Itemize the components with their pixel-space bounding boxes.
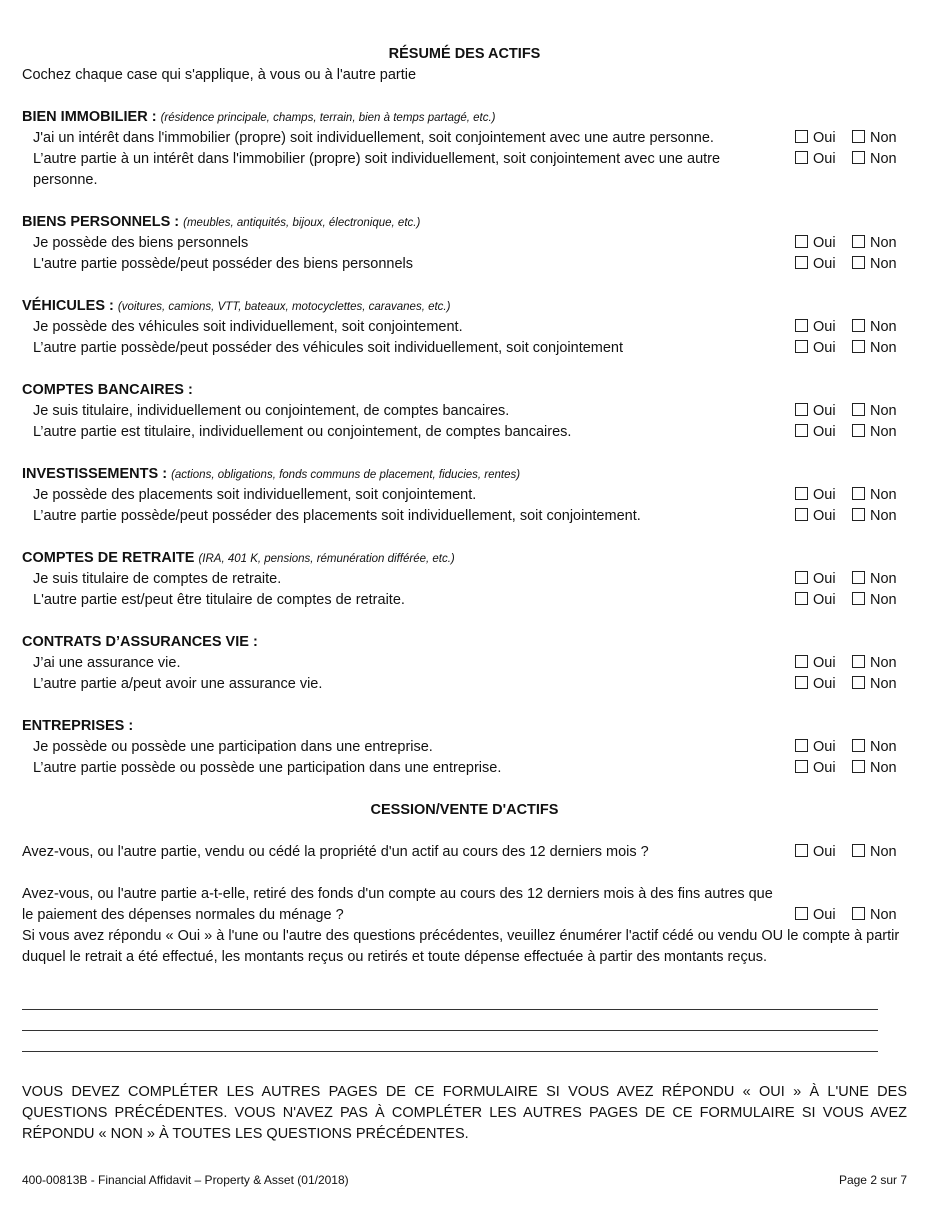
non-checkbox[interactable]: Non [852,590,897,611]
page-title: RÉSUMÉ DES ACTIFS [388,46,541,62]
non-checkbox[interactable]: Non [852,233,897,254]
non-checkbox[interactable]: Non [852,737,897,758]
question-text: Je suis titulaire, individuellement ou conjointement, de comptes bancaires. [33,403,510,419]
question-text: L'autre partie possède/peut posséder des biens personnels [33,256,414,272]
oui-checkbox[interactable]: Oui [795,485,836,506]
yes-no-choices [795,317,907,338]
section-heading [22,632,907,653]
oui-checkbox[interactable]: Oui [795,674,836,695]
question-row [22,737,907,758]
answer-lines [22,989,878,1052]
cession-question-2-text: Avez-vous, ou l'autre partie a-t-elle, retiré des fonds d'un compte au cours des 12 derniers mois à des fins autres que le paiement des dépenses normales du ménage ? [22,886,773,923]
cession-title: CESSION/VENTE D'ACTIFS [370,802,559,818]
question-text: Je possède ou possède une participation dans une entreprise. [33,739,433,755]
cession-q1-non-checkbox[interactable]: Non [852,842,897,863]
question-text: J'ai un intérêt dans l'immobilier (propre) soit individuellement, soit conjointement avec une autre personne. [33,130,714,146]
asset-section [22,548,907,611]
checkbox-icon [852,760,865,773]
yes-no-choices [795,401,907,422]
checkbox-icon [795,256,808,269]
asset-section [22,716,907,779]
instruction-text: Cochez chaque case qui s'applique, à vous ou à l'autre partie [22,67,417,83]
oui-checkbox[interactable]: Oui [795,653,836,674]
checkbox-icon [852,424,865,437]
checkbox-icon [795,739,808,752]
page-footer [22,1170,907,1191]
checkbox-icon [795,676,808,689]
cession-question-1-text: Avez-vous, ou l'autre partie, vendu ou cédé la propriété d'un actif au cours des 12 derniers mois ? [22,844,649,860]
page-number: Page 2 sur 7 [838,1173,907,1187]
checkbox-icon [795,844,808,857]
checkbox-icon [795,319,808,332]
non-checkbox[interactable]: Non [852,254,897,275]
yes-no-choices [795,653,907,674]
question-row [22,758,907,779]
oui-checkbox[interactable]: Oui [795,422,836,443]
yes-no-choices [795,674,907,695]
checkbox-icon [795,571,808,584]
question-row [22,401,907,422]
yes-no-choices [795,590,907,611]
question-text: Je possède des véhicules soit individuellement, soit conjointement. [33,319,463,335]
section-title: VÉHICULES : [22,298,114,314]
non-checkbox[interactable]: Non [852,569,897,590]
section-heading [22,296,907,317]
checkbox-icon [852,340,865,353]
question-text: J’ai une assurance vie. [33,655,181,671]
question-text: L'autre partie est/peut être titulaire de comptes de retraite. [33,592,405,608]
oui-checkbox[interactable]: Oui [795,737,836,758]
question-text: L’autre partie à un intérêt dans l'immobilier (propre) soit individuellement, soit conjointement avec une autre personne. [33,151,721,188]
non-checkbox[interactable]: Non [852,506,897,527]
section-heading [22,716,907,737]
yes-no-choices [795,128,907,149]
non-checkbox[interactable]: Non [852,758,897,779]
cession-question-1 [22,842,907,863]
section-heading [22,380,907,401]
checkbox-icon [852,508,865,521]
yes-no-choices [795,233,907,254]
question-row [22,128,907,149]
form-id: 400-00813B - Financial Affidavit – Property & Asset (01/2018) [22,1173,349,1187]
question-text: Je suis titulaire de comptes de retraite. [33,571,282,587]
question-row [22,485,907,506]
completion-warning: VOUS DEVEZ COMPLÉTER LES AUTRES PAGES DE CE FORMULAIRE SI VOUS AVEZ RÉPONDU « OUI » À L'UNE DES QUESTIONS PRÉCÉDENTES. VOUS N'AVEZ PAS À COMPLÉTER LES AUTRES PAGES DE CE FORMULAIRE SI VOUS AVEZ RÉPONDU « NON » À TOUTES LES QUESTIONS PRÉCÉDENTES. [22,1084,907,1142]
oui-checkbox[interactable]: Oui [795,338,836,359]
question-row [22,569,907,590]
checkbox-icon [852,130,865,143]
yes-no-choices [795,338,907,359]
checkbox-icon [852,676,865,689]
cession-q2-non-checkbox[interactable]: Non [852,905,897,926]
checkbox-icon [795,907,808,920]
checkbox-icon [795,487,808,500]
oui-checkbox[interactable]: Oui [795,590,836,611]
cession-q1-oui-checkbox[interactable]: Oui [795,842,836,863]
question-row [22,233,907,254]
yes-no-choices [795,254,907,275]
answer-line-1[interactable] [22,989,878,1010]
asset-section [22,464,907,527]
checkbox-icon [795,424,808,437]
section-heading [22,212,907,233]
non-checkbox[interactable]: Non [852,149,897,170]
section-title: BIENS PERSONNELS : [22,214,180,230]
question-row [22,254,907,275]
oui-checkbox[interactable]: Oui [795,317,836,338]
non-checkbox[interactable]: Non [852,401,897,422]
oui-checkbox[interactable]: Oui [795,233,836,254]
question-text: Je possède des placements soit individuellement, soit conjointement. [33,487,477,503]
non-checkbox[interactable]: Non [852,485,897,506]
asset-section [22,296,907,359]
oui-checkbox[interactable]: Oui [795,506,836,527]
answer-line-2[interactable] [22,1010,878,1031]
question-text: L’autre partie a/peut avoir une assurance vie. [33,676,323,692]
section-note: (meubles, antiquités, bijoux, électronique, etc.) [183,217,421,229]
section-note: (IRA, 401 K, pensions, rémunération différée, etc.) [198,553,455,565]
checkbox-icon [795,235,808,248]
question-row [22,653,907,674]
checkbox-icon [795,760,808,773]
checkbox-icon [852,151,865,164]
section-heading [22,464,907,485]
yes-no-choices [795,485,907,506]
section-title: ENTREPRISES : [22,718,134,734]
checkbox-icon [852,655,865,668]
non-checkbox[interactable]: Non [852,338,897,359]
yes-no-choices [795,569,907,590]
section-title: BIEN IMMOBILIER : [22,109,157,125]
checkbox-icon [852,571,865,584]
question-row [22,506,907,527]
oui-checkbox[interactable]: Oui [795,254,836,275]
cession-q2-oui-checkbox[interactable]: Oui [795,905,836,926]
section-note: (actions, obligations, fonds communs de placement, fiducies, rentes) [171,469,521,481]
section-heading [22,548,907,569]
checkbox-icon [852,592,865,605]
answer-line-3[interactable] [22,1031,878,1052]
question-text: L’autre partie possède/peut posséder des véhicules soit individuellement, soit conjointement [33,340,624,356]
question-row [22,590,907,611]
section-title: CONTRATS D’ASSURANCES VIE : [22,634,258,650]
checkbox-icon [795,130,808,143]
checkbox-icon [795,655,808,668]
oui-checkbox[interactable]: Oui [795,149,836,170]
checkbox-icon [795,508,808,521]
checkbox-icon [852,739,865,752]
question-row [22,674,907,695]
checkbox-icon [852,844,865,857]
oui-checkbox[interactable]: Oui [795,569,836,590]
section-title: COMPTES BANCAIRES : [22,382,193,398]
oui-checkbox[interactable]: Oui [795,401,836,422]
yes-no-choices [795,758,907,779]
section-note: (voitures, camions, VTT, bateaux, motocyclettes, caravanes, etc.) [117,301,451,313]
checkbox-icon [795,151,808,164]
section-title: COMPTES DE RETRAITE [22,550,195,566]
oui-checkbox[interactable]: Oui [795,758,836,779]
question-text: L’autre partie possède ou possède une participation dans une entreprise. [33,760,502,776]
checkbox-icon [852,487,865,500]
non-checkbox[interactable]: Non [852,317,897,338]
yes-no-choices [795,149,907,170]
question-text: L’autre partie est titulaire, individuellement ou conjointement, de comptes bancaires. [33,424,572,440]
question-text: L’autre partie possède/peut posséder des placements soit individuellement, soit conjointement. [33,508,641,524]
question-text: Je possède des biens personnels [33,235,249,251]
form-content [22,44,907,1145]
non-checkbox[interactable]: Non [852,674,897,695]
yes-no-choices [795,422,907,443]
cession-followup-text: Si vous avez répondu « Oui » à l'une ou l'autre des questions précédentes, veuillez énumérer l'actif cédé ou vendu OU le compte à partir duquel le retrait a été effectué, les montants reçus ou retirés et toute dépense effectuée à partir des montants reçus. [22,928,900,965]
non-checkbox[interactable]: Non [852,128,897,149]
non-checkbox[interactable]: Non [852,653,897,674]
checkbox-icon [795,340,808,353]
asset-section [22,107,907,191]
question-row [22,422,907,443]
question-row [22,317,907,338]
checkbox-icon [852,256,865,269]
checkbox-icon [852,403,865,416]
cession-question-1-choices [795,842,907,863]
cession-question-2 [22,884,907,968]
non-checkbox[interactable]: Non [852,422,897,443]
checkbox-icon [795,592,808,605]
section-heading [22,107,907,128]
checkbox-icon [795,403,808,416]
asset-section [22,212,907,275]
question-row [22,338,907,359]
asset-section [22,380,907,443]
yes-no-choices [795,737,907,758]
section-note: (résidence principale, champs, terrain, bien à temps partagé, etc.) [160,112,496,124]
question-row [22,149,907,191]
checkbox-icon [852,907,865,920]
checkbox-icon [852,319,865,332]
yes-no-choices [795,506,907,527]
checkbox-icon [852,235,865,248]
oui-checkbox[interactable]: Oui [795,128,836,149]
asset-section [22,632,907,695]
asset-sections [22,107,907,779]
cession-question-2-choices [795,905,907,926]
section-title: INVESTISSEMENTS : [22,466,168,482]
